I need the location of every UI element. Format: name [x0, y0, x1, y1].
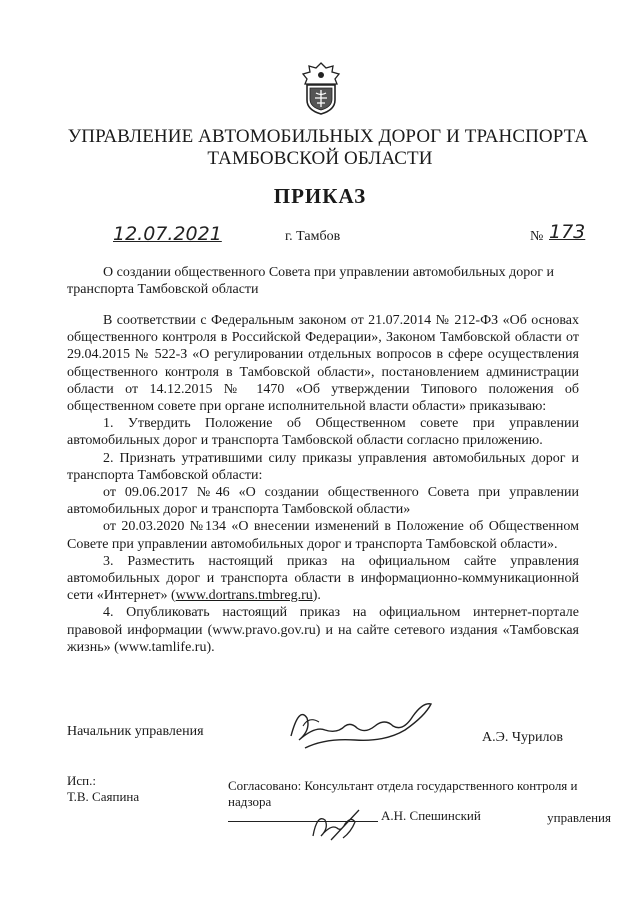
- organization-name-line-1: УПРАВЛЕНИЕ АВТОМОБИЛЬНЫХ ДОРОГ И ТРАНСПОРТА: [67, 126, 589, 147]
- item-1-paragraph: 1. Утвердить Положение об Общественном совете при управлении автомобильных дорог и транспорта Тамбовской области согласно приложению.: [67, 416, 579, 449]
- approval-text: Согласовано: Консультант отдела государственного контроля и надзора: [228, 778, 578, 809]
- organization-name-line-2: ТАМБОВСКОЙ ОБЛАСТИ: [207, 148, 433, 169]
- order-body: [67, 312, 579, 656]
- preamble-paragraph: В соответствии с Федеральным законом от 21.07.2014 № 212-ФЗ «Об основах общественного контроля в Российской Федерации», Законом Тамбовской области от 29.04.2015 № 522-З «О регулировании отдельных вопросов в сфере осуществления общественного контроля в Тамбовской области», постановлением администрации области от 14.12.2015 № 1470 «Об утверждении Типового положения об общественном совете при органе исполнительной власти области» приказываю:: [67, 313, 579, 415]
- order-city: г. Тамбов: [285, 229, 341, 244]
- order-date-handwritten: 12.07.2021: [113, 223, 222, 245]
- order-number-handwritten: 173: [549, 221, 586, 243]
- order-number-label: №: [530, 229, 544, 244]
- dortrans-link[interactable]: www.dortrans.tmbreg.ru: [175, 588, 313, 604]
- handwritten-signature-image: [285, 696, 435, 754]
- item-4-paragraph: 4. Опубликовать настоящий приказ на официальном интернет-портале правовой информации (www.pravo.gov.ru) и на сайте сетевого издания «Тамбовская жизнь» (www.tamlife.ru).: [67, 605, 579, 655]
- repealed-order-1: от 09.06.2017 №46 «О создании общественного Совета при управлении автомобильных дорог и транспорта Тамбовской области»: [67, 485, 579, 518]
- repealed-order-2: от 20.03.2020 №134 «О внесении изменений в Положение об Общественном Совете при управлении автомобильных дорог и транспорта Тамбовской области».: [67, 519, 579, 552]
- order-subject: О создании общественного Совета при управлении автомобильных дорог и транспорта Тамбовской области: [67, 265, 554, 297]
- approval-text-end: управления: [547, 810, 611, 825]
- signatory-position: Начальник управления: [67, 724, 204, 739]
- signatory-name: А.Э. Чурилов: [482, 730, 564, 745]
- item-3-paragraph: [67, 553, 579, 605]
- item-3-text-end: ).: [312, 588, 321, 604]
- coat-of-arms-emblem: [299, 62, 343, 116]
- executor-label: Исп.:: [67, 773, 96, 788]
- item-2-paragraph: 2. Признать утратившими силу приказы управления автомобильных дорог и транспорта Тамбовской области:: [67, 450, 579, 483]
- item-3-text: 3. Разместить настоящий приказ на официальном сайте управления автомобильных дорог и транспорта области в информационно-коммуникационной сети «Интернет» (: [67, 553, 579, 604]
- approver-name: А.Н. Спешинский: [381, 808, 481, 823]
- executor-block: [67, 773, 139, 805]
- approval-signature-image: [307, 806, 367, 846]
- executor-name: Т.В. Саяпина: [67, 789, 140, 804]
- document-type-title: ПРИКАЗ: [273, 184, 367, 208]
